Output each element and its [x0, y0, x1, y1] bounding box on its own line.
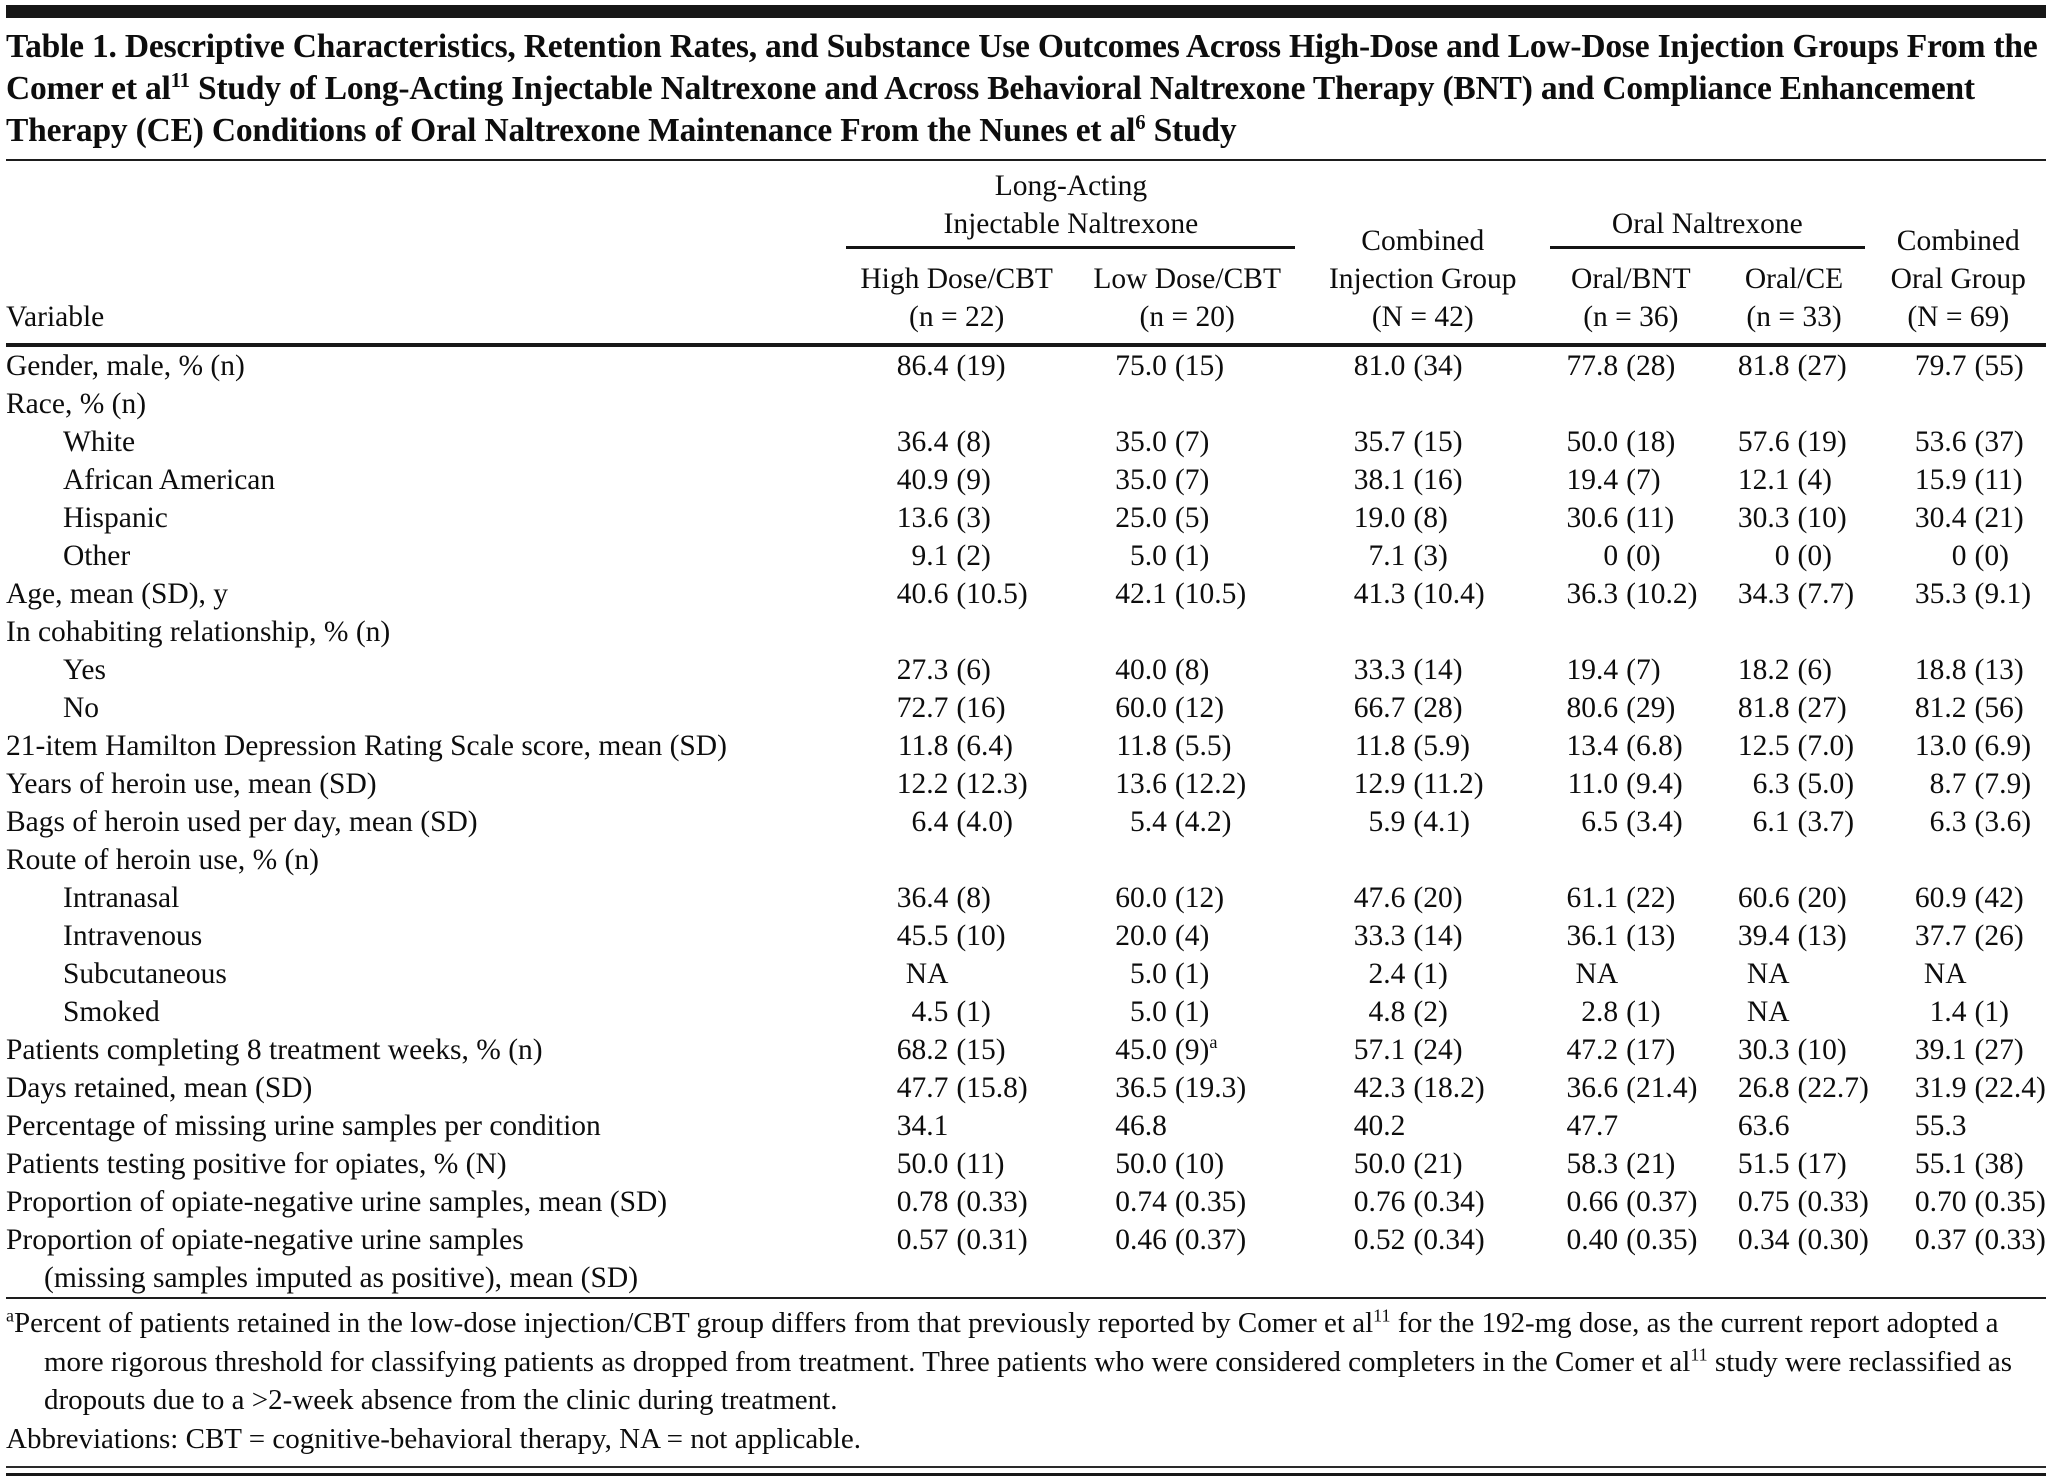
- table-row: [6, 537, 2046, 575]
- footnotes: [6, 1299, 2046, 1466]
- row-label: No: [63, 692, 100, 724]
- value-cell: 81.8 (27): [1737, 350, 1847, 382]
- value-cell: 35.0 (7): [1115, 426, 1210, 458]
- value-cell: 46.8: [1115, 1110, 1167, 1142]
- value-cell: 25.0 (5): [1115, 502, 1210, 534]
- value-cell: 13.6 (3): [896, 502, 991, 534]
- value-cell: 50.0 (11): [896, 1148, 1005, 1180]
- value-cell: 39.1 (27): [1914, 1034, 2024, 1066]
- value-cell: 12.1 (4): [1737, 464, 1832, 496]
- row-label: Patients testing positive for opiates, % (N): [6, 1148, 507, 1180]
- value-cell: [1871, 385, 2046, 423]
- row-label: Other: [63, 540, 131, 572]
- row-label: Route of heroin use, % (n): [6, 844, 319, 876]
- row-label: Days retained, mean (SD): [6, 1072, 313, 1104]
- table-row: [6, 879, 2046, 917]
- value-cell: 72.7 (16): [896, 692, 1006, 724]
- value-cell: 55.1 (38): [1914, 1148, 2024, 1180]
- table-row: [6, 1069, 2046, 1107]
- value-cell: 34.1: [896, 1110, 949, 1142]
- value-cell: NA: [1746, 958, 1790, 990]
- value-cell: NA: [905, 958, 949, 990]
- value-cell: 19.4 (7): [1566, 654, 1661, 686]
- value-cell: 63.6: [1737, 1110, 1790, 1142]
- table-row: [6, 917, 2046, 955]
- table-row: [6, 1145, 2046, 1183]
- column-group-injectable-naltrexone: [840, 163, 1301, 256]
- value-cell: [1301, 613, 1544, 651]
- row-label: Percentage of missing urine samples per condition: [6, 1110, 601, 1142]
- value-cell: 80.6 (29): [1566, 692, 1676, 724]
- value-cell: 79.7 (55): [1914, 350, 2024, 382]
- value-cell: 45.5 (10): [896, 920, 1006, 952]
- value-cell: 38.1 (16): [1353, 464, 1463, 496]
- value-cell: 0 (0): [1603, 540, 1661, 572]
- column-header-low-dose-cbt: Low Dose/CBT (n = 20): [1093, 263, 1281, 333]
- row-label: Yes: [63, 654, 106, 686]
- row-label: African American: [63, 464, 276, 496]
- value-cell: 0.46 (0.37): [1115, 1224, 1247, 1256]
- value-cell: 7.1 (3): [1368, 540, 1448, 572]
- value-cell: 0.34 (0.30): [1737, 1224, 1869, 1256]
- table-row: [6, 689, 2046, 727]
- value-cell: 39.4 (13): [1737, 920, 1847, 952]
- value-cell: 5.0 (1): [1130, 958, 1210, 990]
- row-label: In cohabiting relationship, % (n): [6, 616, 391, 648]
- table-row: [6, 461, 2046, 499]
- value-cell: [1871, 613, 2046, 651]
- value-cell: 66.7 (28): [1353, 692, 1463, 724]
- value-cell: 11.8 (5.9): [1354, 730, 1470, 762]
- row-label: Intravenous: [63, 920, 203, 952]
- value-cell: 68.2 (15): [896, 1034, 1006, 1066]
- value-cell: 30.3 (10): [1737, 502, 1847, 534]
- value-cell: 40.6 (10.5): [896, 578, 1028, 610]
- value-cell: 1.4 (1): [1929, 996, 2009, 1028]
- value-cell: 5.9 (4.1): [1368, 806, 1470, 838]
- value-cell: 81.8 (27): [1737, 692, 1847, 724]
- value-cell: 40.0 (8): [1115, 654, 1210, 686]
- value-cell: 19.4 (7): [1566, 464, 1661, 496]
- value-cell: NA: [1746, 996, 1790, 1028]
- value-cell: 6.4 (4.0): [911, 806, 1013, 838]
- value-cell: 0.40 (0.35): [1566, 1224, 1698, 1256]
- value-cell: 0.74 (0.35): [1115, 1186, 1247, 1218]
- row-label: Years of heroin use, mean (SD): [6, 768, 377, 800]
- value-cell: 81.2 (56): [1914, 692, 2024, 724]
- value-cell: 75.0 (15): [1115, 350, 1225, 382]
- value-cell: 41.3 (10.4): [1353, 578, 1485, 610]
- value-cell: 37.7 (26): [1914, 920, 2024, 952]
- value-cell: 12.2 (12.3): [896, 768, 1028, 800]
- row-label: Gender, male, % (n): [6, 350, 245, 382]
- value-cell: 60.9 (42): [1914, 882, 2024, 914]
- value-cell: 42.1 (10.5): [1115, 578, 1247, 610]
- value-cell: 13.0 (6.9): [1914, 730, 2032, 762]
- table-row: [6, 1183, 2046, 1221]
- value-cell: [1718, 841, 1871, 879]
- value-cell: 18.2 (6): [1737, 654, 1832, 686]
- footnote-a: $^a$Percent of patients retained in the low-dose injection/CBT group differs from that previously reported by Comer et $al^{11}$ for the 192-mg dose, as the current report adopted a more rigorous threshold for classifying patients as dropped from treatment. Three patients who were considered completers in the Comer et $al^{11}$ study were reclassified as dropouts due to a >2-week absence from the clinic during treatment.: [6, 1305, 2013, 1416]
- value-cell: [1073, 385, 1301, 423]
- value-cell: 50.0 (21): [1353, 1148, 1463, 1180]
- value-cell: 11.8 (6.4): [897, 730, 1013, 762]
- value-cell: [1718, 613, 1871, 651]
- row-label: Age, mean (SD), y: [6, 578, 229, 610]
- value-cell: 0 (0): [1774, 540, 1832, 572]
- value-cell: 47.7: [1566, 1110, 1619, 1142]
- value-cell: [1544, 385, 1717, 423]
- value-cell: [1073, 613, 1301, 651]
- value-cell: 8.7 (7.9): [1929, 768, 2032, 800]
- value-cell: [1718, 385, 1871, 423]
- value-cell: 6.5 (3.4): [1581, 806, 1683, 838]
- table-row: [6, 423, 2046, 461]
- value-cell: 40.2: [1353, 1110, 1406, 1142]
- value-cell: 2.8 (1): [1581, 996, 1661, 1028]
- table-row: [6, 727, 2046, 765]
- table-row: [6, 613, 2046, 651]
- value-cell: 35.3 (9.1): [1914, 578, 2032, 610]
- table-row: [6, 841, 2046, 879]
- value-cell: 0.76 (0.34): [1353, 1186, 1485, 1218]
- row-label: Race, % (n): [6, 388, 147, 420]
- value-cell: 60.6 (20): [1737, 882, 1847, 914]
- value-cell: 45.0 $(9)^a$: [1115, 1032, 1218, 1066]
- value-cell: 36.6 (21.4): [1566, 1072, 1698, 1104]
- value-cell: 86.4 (19): [896, 350, 1006, 382]
- characteristics-table: [6, 163, 2046, 1299]
- row-label: Hispanic: [63, 502, 168, 534]
- table-row: [6, 499, 2046, 537]
- value-cell: 33.3 (14): [1353, 920, 1463, 952]
- value-cell: 5.4 (4.2): [1130, 806, 1232, 838]
- title-divider-rule: [6, 159, 2046, 161]
- row-label: Smoked: [63, 996, 160, 1028]
- value-cell: 0.75 (0.33): [1737, 1186, 1869, 1218]
- value-cell: 0 (0): [1951, 540, 2009, 572]
- value-cell: 60.0 (12): [1115, 692, 1225, 724]
- table-row: [6, 345, 2046, 385]
- table-row: [6, 651, 2046, 689]
- value-cell: 33.3 (14): [1353, 654, 1463, 686]
- column-header-combined-injection-group: Combined Injection Group (N = 42): [1328, 225, 1517, 333]
- value-cell: 36.3 (10.2): [1566, 578, 1698, 610]
- table-title: Table 1. Descriptive Characteristics, Retention Rates, and Substance Use Outcomes Across High-Dose and Low-Dose Injection Groups From the Comer et $al^{11}$ Study of Long-Acting Injectable Naltrexone and Across Behavioral Naltrexone Therapy (BNT) and Compliance Enhancement Therapy (CE) Conditions of Oral Naltrexone Maintenance From the Nunes et $al^6$ Study: [6, 28, 2038, 149]
- value-cell: 6.3 (3.6): [1929, 806, 2032, 838]
- value-cell: 4.5 (1): [911, 996, 991, 1028]
- value-cell: 19.0 (8): [1353, 502, 1448, 534]
- header-spanner-row: [6, 163, 2046, 256]
- value-cell: 27.3 (6): [896, 654, 991, 686]
- value-cell: 36.4 (8): [896, 426, 991, 458]
- value-cell: 0.78 (0.33): [896, 1186, 1028, 1218]
- value-cell: [840, 613, 1073, 651]
- value-cell: 50.0 (10): [1115, 1148, 1225, 1180]
- table-row: [6, 765, 2046, 803]
- value-cell: 5.0 (1): [1130, 996, 1210, 1028]
- value-cell: 12.5 (7.0): [1737, 730, 1855, 762]
- bottom-double-rule: [6, 1466, 2046, 1476]
- value-cell: 57.6 (19): [1737, 426, 1847, 458]
- value-cell: 58.3 (21): [1566, 1148, 1676, 1180]
- value-cell: [1073, 841, 1301, 879]
- table-row: [6, 385, 2046, 423]
- value-cell: 81.0 (34): [1353, 350, 1463, 382]
- value-cell: 0.66 (0.37): [1566, 1186, 1698, 1218]
- row-label: 21-item Hamilton Depression Rating Scale score, mean (SD): [6, 730, 727, 762]
- value-cell: 47.2 (17): [1566, 1034, 1676, 1066]
- value-cell: 4.8 (2): [1368, 996, 1448, 1028]
- value-cell: 34.3 (7.7): [1737, 578, 1855, 610]
- column-header-high-dose-cbt: High Dose/CBT (n = 22): [860, 263, 1053, 333]
- value-cell: 20.0 (4): [1115, 920, 1210, 952]
- value-cell: 13.6 (12.2): [1115, 768, 1247, 800]
- table-row: [6, 575, 2046, 613]
- column-group-oral-naltrexone: [1544, 163, 1870, 256]
- column-header-combined-oral-group: Combined Oral Group (N = 69): [1890, 225, 2026, 333]
- value-cell: 51.5 (17): [1737, 1148, 1847, 1180]
- value-cell: 30.4 (21): [1914, 502, 2024, 534]
- table-row: [6, 1221, 2046, 1298]
- footnote-abbreviations: Abbreviations: CBT = cognitive-behavioral therapy, NA = not applicable.: [6, 1422, 861, 1455]
- row-label: Patients completing 8 treatment weeks, % (n): [6, 1034, 543, 1066]
- row-label: Proportion of opiate-negative urine samples (missing samples imputed as positive), mean (SD): [6, 1224, 639, 1294]
- value-cell: [840, 385, 1073, 423]
- value-cell: 11.0 (9.4): [1567, 768, 1683, 800]
- value-cell: 0.57 (0.31): [896, 1224, 1028, 1256]
- value-cell: [1871, 841, 2046, 879]
- value-cell: [1544, 613, 1717, 651]
- value-cell: 6.1 (3.7): [1752, 806, 1855, 838]
- value-cell: 13.4 (6.8): [1566, 730, 1683, 762]
- value-cell: NA: [1923, 958, 1967, 990]
- row-label: Bags of heroin used per day, mean (SD): [6, 806, 478, 838]
- value-cell: 60.0 (12): [1115, 882, 1225, 914]
- table-row: [6, 993, 2046, 1031]
- value-cell: 36.5 (19.3): [1115, 1072, 1247, 1104]
- row-label: White: [63, 426, 136, 458]
- value-cell: 30.3 (10): [1737, 1034, 1847, 1066]
- table-row: [6, 955, 2046, 993]
- value-cell: 47.7 (15.8): [896, 1072, 1028, 1104]
- value-cell: [1544, 841, 1717, 879]
- column-header-variable: Variable: [6, 301, 105, 333]
- value-cell: [840, 841, 1073, 879]
- value-cell: 5.0 (1): [1130, 540, 1210, 572]
- column-header-oral-ce: Oral/CE (n = 33): [1744, 263, 1844, 333]
- value-cell: 15.9 (11): [1914, 464, 2023, 496]
- value-cell: 11.8 (5.5): [1116, 730, 1232, 762]
- value-cell: [1301, 385, 1544, 423]
- oral-spanner-label: Oral Naltrexone: [1550, 205, 1864, 249]
- value-cell: 53.6 (37): [1914, 426, 2024, 458]
- row-label: Proportion of opiate-negative urine samples, mean (SD): [6, 1186, 668, 1218]
- top-rule: [6, 5, 2046, 18]
- injectable-spanner-label: Long-Acting Injectable Naltrexone: [846, 167, 1295, 249]
- value-cell: 47.6 (20): [1353, 882, 1463, 914]
- table-header: [6, 163, 2046, 345]
- value-cell: 31.9 (22.4): [1914, 1072, 2046, 1104]
- value-cell: 61.1 (22): [1566, 882, 1676, 914]
- row-label: Subcutaneous: [63, 958, 227, 990]
- value-cell: 77.8 (28): [1566, 350, 1676, 382]
- value-cell: 57.1 (24): [1353, 1034, 1463, 1066]
- table-row: [6, 1107, 2046, 1145]
- value-cell: 2.4 (1): [1368, 958, 1448, 990]
- row-label: Intranasal: [63, 882, 180, 914]
- value-cell: [1301, 841, 1544, 879]
- table-row: [6, 1031, 2046, 1069]
- value-cell: 35.0 (7): [1115, 464, 1210, 496]
- value-cell: 0.37 (0.33): [1914, 1224, 2046, 1256]
- value-cell: 35.7 (15): [1353, 426, 1463, 458]
- value-cell: 36.1 (13): [1566, 920, 1676, 952]
- value-cell: 50.0 (18): [1566, 426, 1676, 458]
- value-cell: NA: [1575, 958, 1619, 990]
- column-header-oral-bnt: Oral/BNT (n = 36): [1571, 263, 1691, 333]
- table-row: [6, 803, 2046, 841]
- value-cell: 6.3 (5.0): [1752, 768, 1855, 800]
- value-cell: 36.4 (8): [896, 882, 991, 914]
- value-cell: 40.9 (9): [896, 464, 991, 496]
- value-cell: 0.70 (0.35): [1914, 1186, 2046, 1218]
- value-cell: 9.1 (2): [911, 540, 991, 572]
- value-cell: 12.9 (11.2): [1353, 768, 1484, 800]
- value-cell: 55.3: [1914, 1110, 1967, 1142]
- value-cell: 42.3 (18.2): [1353, 1072, 1485, 1104]
- value-cell: 18.8 (13): [1914, 654, 2024, 686]
- value-cell: 0.52 (0.34): [1353, 1224, 1485, 1256]
- value-cell: 30.6 (11): [1566, 502, 1675, 534]
- value-cell: 26.8 (22.7): [1737, 1072, 1869, 1104]
- table-body: [6, 345, 2046, 1298]
